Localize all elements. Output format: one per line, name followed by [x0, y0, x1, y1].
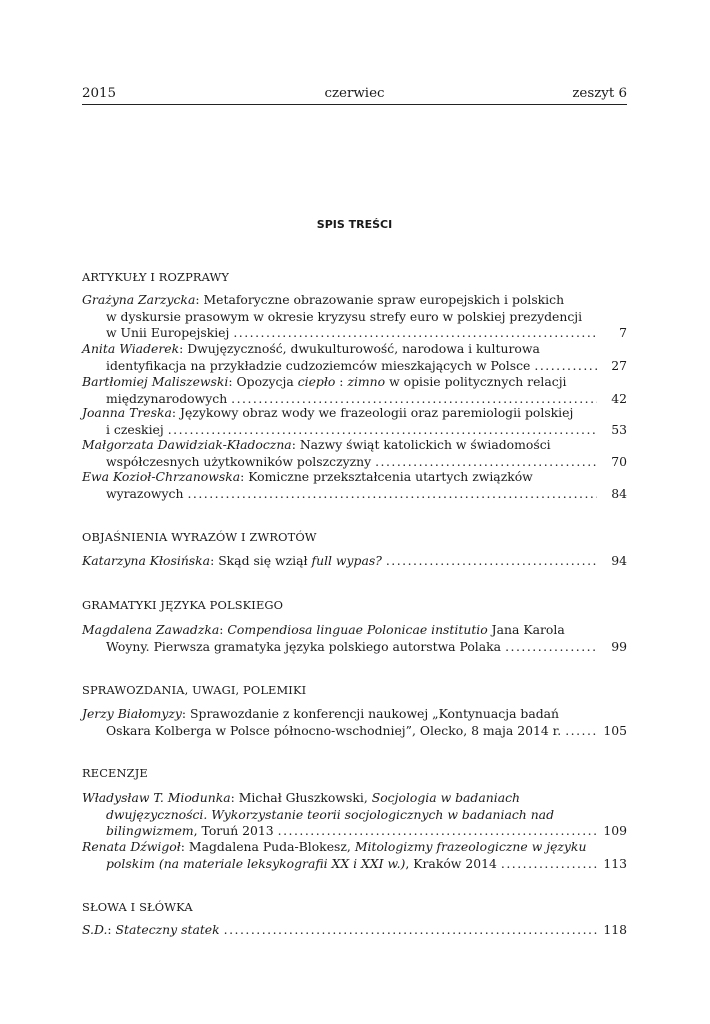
entry-page-number: 99 [611, 638, 627, 654]
header-year: 2015 [82, 86, 117, 101]
entry-title: , Toruń 2013 [193, 823, 274, 838]
entry-title: międzynarodowych [106, 390, 228, 406]
entry-title: współczesnych użytkowników polszczyzny [106, 453, 372, 469]
leader-dots [565, 723, 597, 740]
header-issue: zeszyt 6 [572, 86, 627, 101]
entry-title-italic: polskim (na materiale leksykografii XX i XXI w.) [106, 855, 406, 871]
entry-title: Językowy obraz wody we frazeologii oraz paremiologii polskiej [180, 405, 574, 420]
entry-page-number: 105 [603, 722, 627, 738]
toc-entry-zawadzka[interactable]: Magdalena Zawadzka: Compendiosa linguae Polonicae institutio Jana Karola Woyny. Pierwsza gramatyka języka polskiego autorstwa Polaka ..... 99 [82, 622, 627, 655]
leader-dots [501, 856, 597, 873]
entry-page-number: 27 [611, 357, 627, 373]
entry-title: : [339, 374, 344, 389]
entry-title: Dwujęzyczność, dwukulturowość, narodowa i kulturowa [187, 341, 540, 356]
leader-dots [278, 823, 597, 840]
running-header [82, 86, 627, 105]
toc-entry-koziol-chrzanowska[interactable]: Ewa Kozioł-Chrzanowska: Komiczne przekształcenia utartych związków wyrazowych ..... 84 [82, 469, 627, 502]
toc-entry-bialomyzy[interactable]: Jerzy Białomyzy: Sprawozdanie z konferencji naukowej „Kontynuacja badań Oskara Kolberga w Polsce północno-wschodniej”, Olecko, 8 maja 2014 r. ..... 105 [82, 706, 627, 739]
entry-author: Ewa Kozioł-Chrzanowska [82, 469, 241, 484]
entry-title: Sprawozdanie z konferencji naukowej „Kontynuacja badań [190, 706, 560, 721]
section-heading-explanations: OBJAŚNIENIA WYRAZÓW I ZWROTÓW [82, 530, 317, 544]
entry-author: Katarzyna Kłosińska [82, 553, 211, 568]
leader-dots [168, 422, 597, 439]
toc-entry-miodunka[interactable]: Władysław T. Miodunka: Michał Głuszkowski, Socjologia w badaniach dwujęzyczności. Wykorzystanie teorii socjologicznych w badaniach nad bilingwizmem, Toruń 2013 ..... 109 [82, 790, 627, 840]
entry-author: Grażyna Zarzycka [82, 292, 196, 307]
entry-page-number: 42 [611, 390, 627, 406]
toc-entry-zarzycka[interactable]: Grażyna Zarzycka: Metaforyczne obrazowanie spraw europejskich i polskich w dyskursie prasowym w okresie kryzysu strefy euro w polskiej prezydencji w Unii Europejskiej ..... 7 [82, 292, 627, 342]
entry-page-number: 94 [611, 553, 627, 568]
entry-title-italic: Stateczny statek [115, 922, 220, 937]
toc-entry-dawidziak-kladoczna[interactable]: Małgorzata Dawidziak-Kładoczna: Nazwy świąt katolickich w świadomości współczesnych użytkowników polszczyzny ..... 70 [82, 437, 627, 470]
section-heading-words: SŁOWA I SŁÓWKA [82, 900, 193, 914]
entry-title: i czeskiej [106, 421, 164, 437]
leader-dots [224, 922, 597, 939]
header-month: czerwiec [324, 86, 385, 101]
toc-entry-treska[interactable]: Joanna Treska: Językowy obraz wody we frazeologii oraz paremiologii polskiej i czeskiej ..... 53 [82, 405, 627, 438]
entry-page-number: 84 [611, 485, 627, 501]
entry-title: w dyskursie prasowym w okresie kryzysu strefy euro w polskiej prezydencji [106, 308, 583, 324]
entry-author: Władysław T. Miodunka [82, 790, 231, 805]
toc-entry-sd[interactable]: S.D.: Stateczny statek ..... 118 [82, 922, 627, 939]
entry-page-number: 118 [603, 922, 627, 937]
entry-title: Magdalena Puda-Blokesz, [188, 839, 351, 854]
entry-author: Magdalena Zawadzka [82, 622, 220, 637]
entry-title-italic: Socjologia w badaniach [371, 790, 520, 805]
leader-dots [386, 553, 597, 570]
entry-page-number: 109 [603, 823, 627, 838]
entry-title: Skąd się wziął [218, 553, 308, 568]
entry-author: Joanna Treska [82, 405, 172, 420]
leader-dots [375, 454, 597, 471]
entry-title: Woyny. Pierwsza gramatyka języka polskiego autorstwa Polaka [106, 638, 502, 654]
section-heading-reports: SPRAWOZDANIA, UWAGI, POLEMIKI [82, 683, 307, 697]
section-heading-reviews: RECENZJE [82, 766, 148, 780]
toc-entry-klosinska[interactable]: Katarzyna Kłosińska: Skąd się wziął full wypas? ..... 94 [82, 553, 627, 570]
toc-entry-maliszewski[interactable]: Bartłomiej Maliszewski: Opozycja ciepło : zimno w opisie politycznych relacji międzynarodowych ..... 42 [82, 374, 627, 407]
entry-title-italic: Mitologizmy frazeologiczne w języku [354, 839, 587, 854]
toc-entry-wiaderek[interactable]: Anita Wiaderek: Dwujęzyczność, dwukulturowość, narodowa i kulturowa identyfikacja na przykładzie cudzoziemców mieszkających w Polsce ..... 27 [82, 341, 627, 374]
entry-title: Michał Głuszkowski, [238, 790, 368, 805]
entry-title: Opozycja [236, 374, 294, 389]
entry-title-italic: dwujęzyczności. Wykorzystanie teorii socjologicznych w badaniach nad [106, 806, 554, 822]
leader-dots [534, 358, 597, 375]
entry-title-italic: full wypas? [311, 553, 382, 568]
entry-title-italic: bilingwizmem [106, 823, 194, 838]
entry-author: S.D. [82, 922, 108, 937]
entry-page-number: 70 [611, 453, 627, 469]
entry-page-number: 53 [611, 421, 627, 437]
leader-dots [187, 486, 597, 503]
entry-title: w Unii Europejskiej [106, 325, 230, 340]
leader-dots [505, 639, 597, 656]
entry-title: w opisie politycznych relacji [389, 374, 567, 389]
entry-title: Oskara Kolberga w Polsce północno-wschodniej”, Olecko, 8 maja 2014 r. [106, 722, 562, 738]
entry-author: Anita Wiaderek [82, 341, 180, 356]
toc-title: SPIS TREŚCI [316, 218, 393, 231]
toc-entry-dzwigol[interactable]: Renata Dźwigoł: Magdalena Puda-Blokesz, Mitologizmy frazeologiczne w języku polskim (na materiale leksykografii XX i XXI w.), Kraków 2014 ..... 113 [82, 839, 627, 872]
entry-author: Bartłomiej Maliszewski [82, 374, 229, 389]
entry-title: identyfikacja na przykładzie cudzoziemców mieszkających w Polsce [106, 357, 531, 373]
entry-author: Jerzy Białomyzy [82, 706, 182, 721]
entry-title: Jana Karola [491, 622, 565, 637]
entry-title-italic: zimno [347, 374, 386, 389]
entry-title: wyrazowych [106, 485, 184, 501]
entry-title: , Kraków 2014 [405, 855, 497, 871]
entry-title: Komiczne przekształcenia utartych związków [248, 469, 533, 484]
entry-page-number: 113 [603, 855, 627, 871]
section-heading-grammars: GRAMATYKI JĘZYKA POLSKIEGO [82, 598, 284, 612]
entry-author: Małgorzata Dawidziak-Kładoczna [82, 437, 292, 452]
entry-page-number: 7 [619, 325, 627, 340]
section-heading-articles: ARTYKUŁY I ROZPRAWY [82, 270, 230, 284]
entry-title-italic: ciepło [297, 374, 336, 389]
entry-author: Renata Dźwigoł [82, 839, 181, 854]
entry-title: Metaforyczne obrazowanie spraw europejskich i polskich [203, 292, 565, 307]
entry-title: Nazwy świąt katolickich w świadomości [299, 437, 551, 452]
leader-dots [233, 325, 597, 342]
entry-title-italic: Compendiosa linguae Polonicae institutio [227, 622, 488, 637]
